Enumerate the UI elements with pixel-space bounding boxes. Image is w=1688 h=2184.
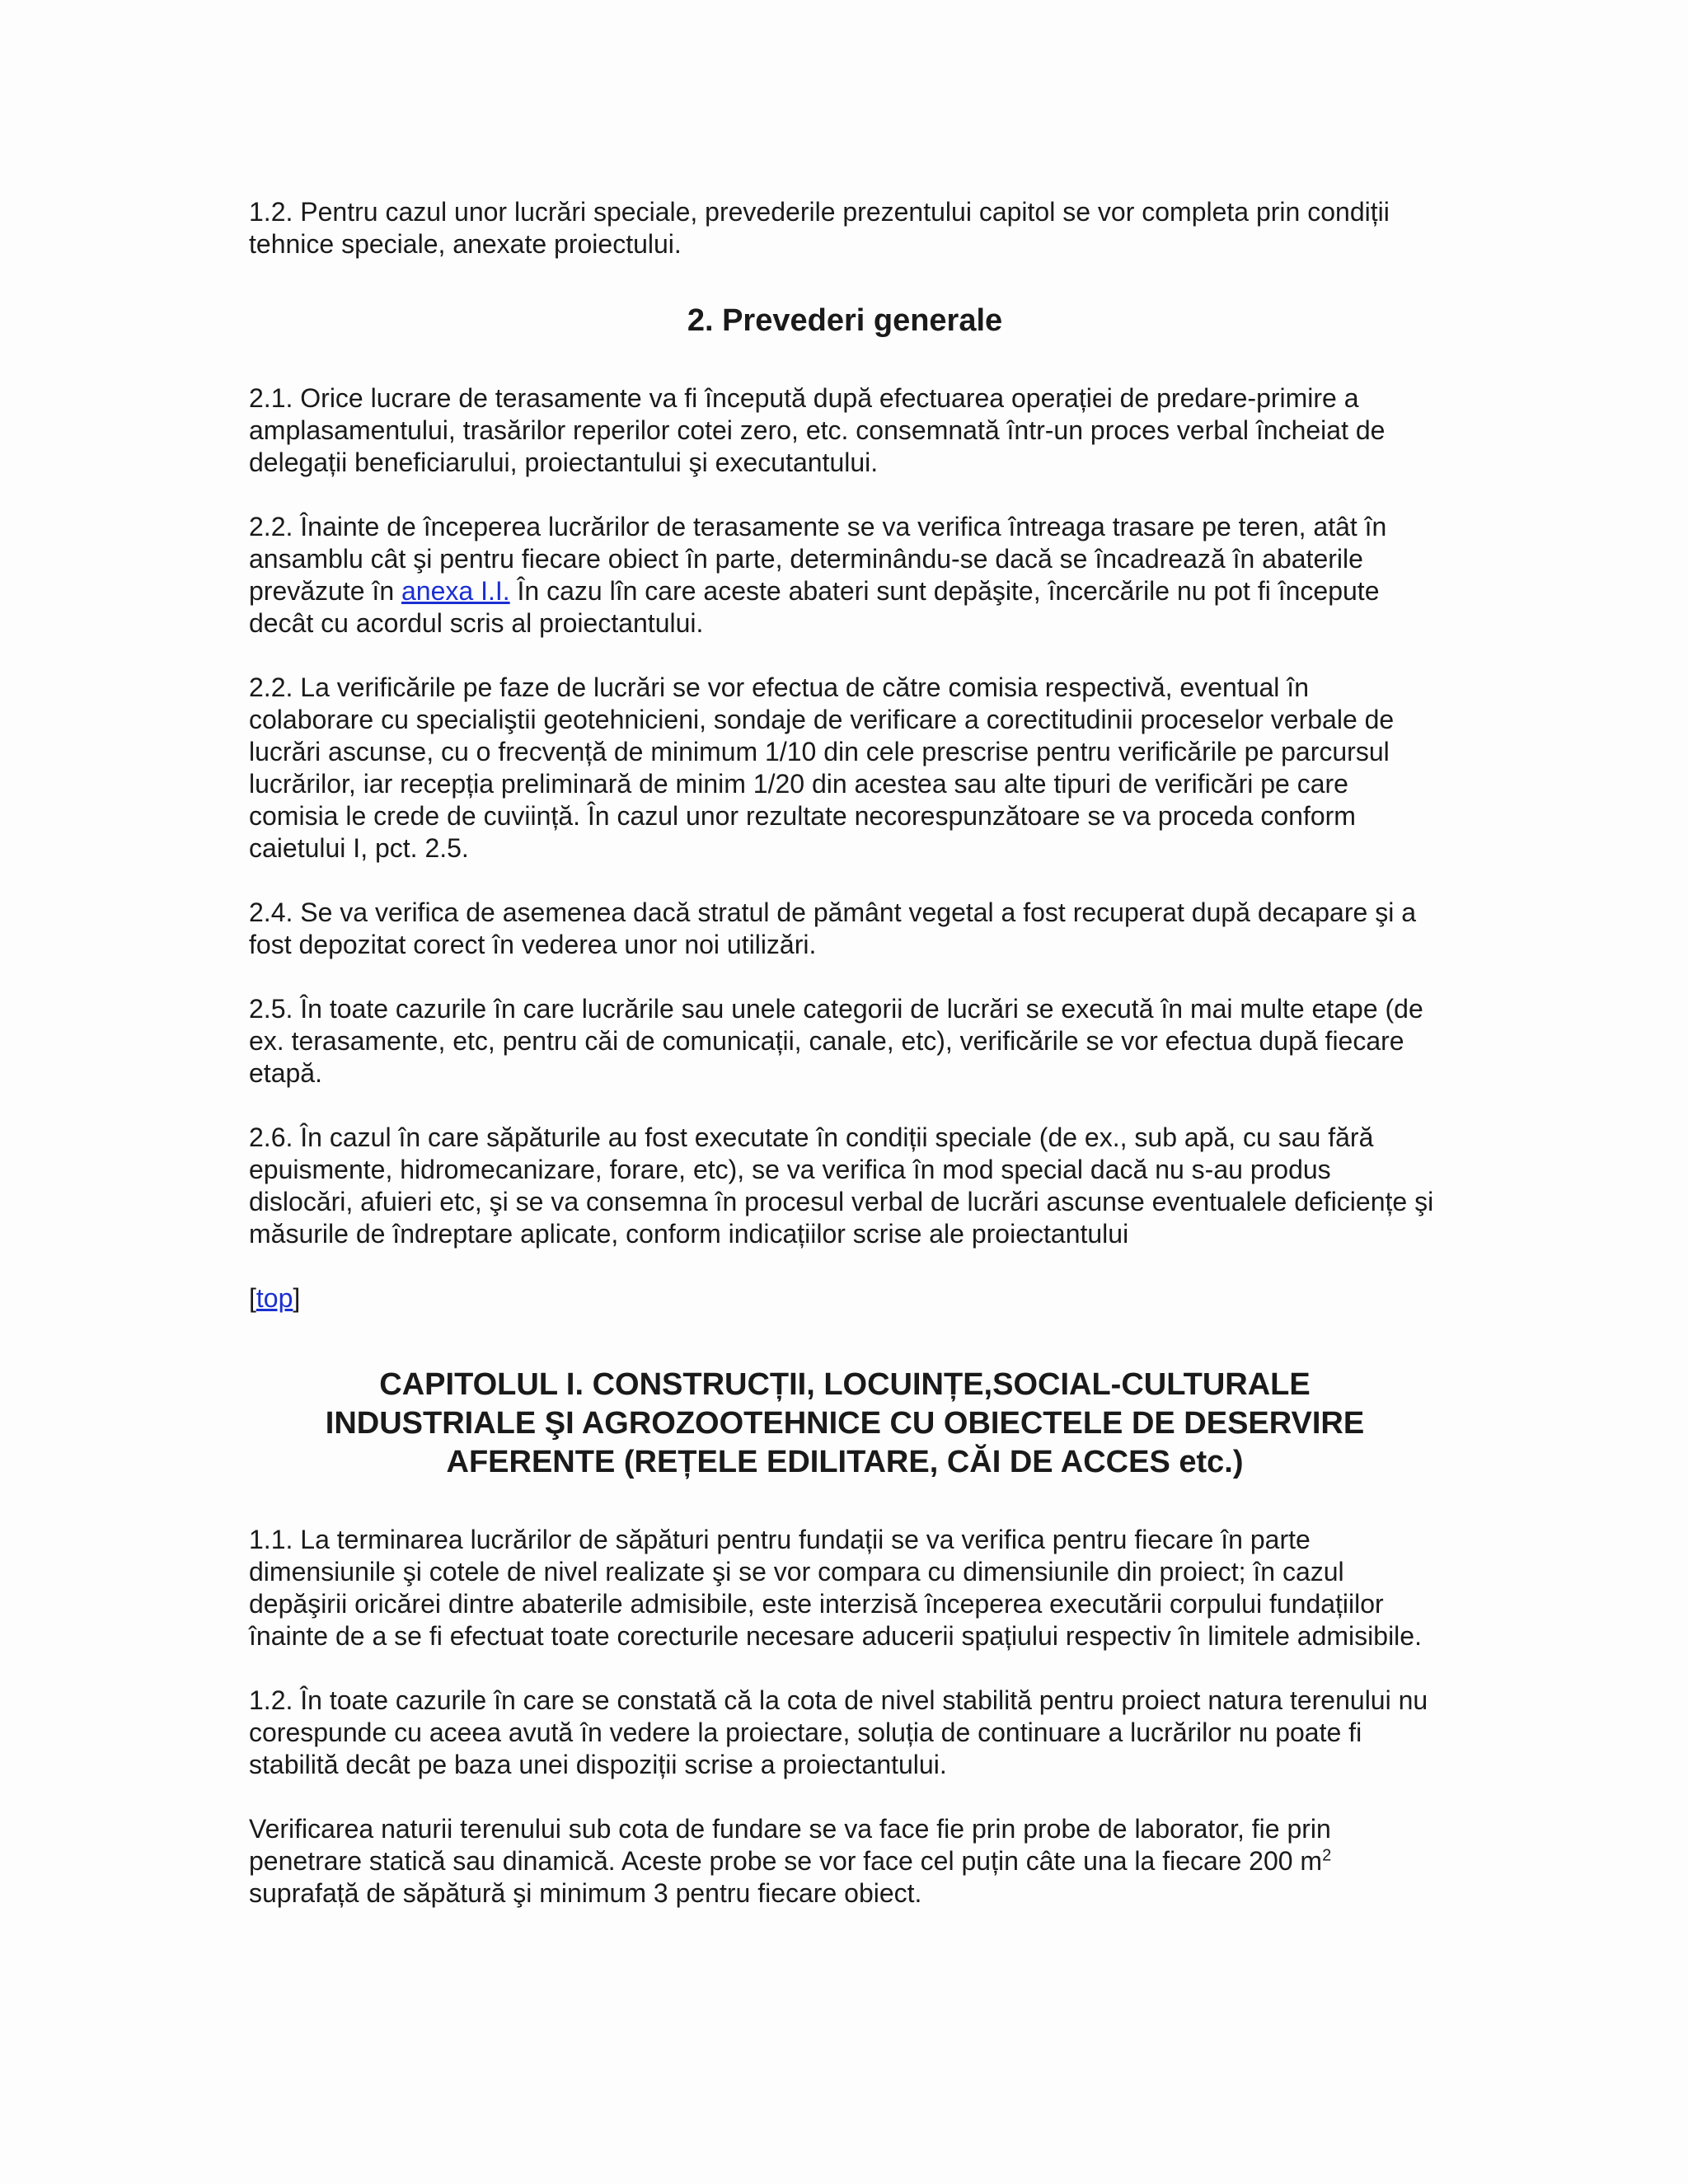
top-link[interactable]: top <box>256 1283 293 1313</box>
paragraph-2-2-text-after: În cazu lîn care aceste abateri sunt depăşite, încercările nu pot fi începute decât cu acordul scris al proiectantului. <box>249 576 1380 638</box>
paragraph-2-6: 2.6. În cazul în care săpăturile au fost executate în condiții speciale (de ex., sub apă, cu sau fără epuismente, hidromecanizare, forare, etc), se va verifica în mod special dacă nu s-au produs dislocări, afuieri etc, şi se va consemna în procesul verbal de lucrări ascunse eventualele deficiențe şi măsurile de îndreptare aplicate, conform indicațiilor scrise ale proiectantului <box>249 1122 1434 1249</box>
paragraph-2-5: 2.5. În toate cazurile în care lucrările sau unele categorii de lucrări se execută în mai multe etape (de ex. terasamente, etc, pentru căi de comunicații, canale, etc), verificările se vor efectua după fiecare etapă. <box>249 994 1423 1088</box>
paragraph-1-2-chapter: 1.2. În toate cazurile în care se constată că la cota de nivel stabilită pentru proiect natura terenului nu corespunde cu aceea avută în vedere la proiectare, soluția de continuare a lucrărilor nu poate fi stabilită decât pe baza unei dispoziții scrise a proiectantului. <box>249 1685 1428 1779</box>
top-link-row: [top] <box>249 1283 301 1313</box>
paragraph-1-1-chapter: 1.1. La terminarea lucrărilor de săpături pentru fundații se va verifica pentru fiecare în parte dimensiunile şi cotele de nivel realizate şi se vor compara cu dimensiunile din proiect; în cazul depăşirii oricărei dintre abaterile admisibile, este interzisă începerea executării corpului fundațiilor înainte de a se fi efectuat toate corecturile necesare aducerii spațiului respectiv în limitele admisibile. <box>249 1525 1422 1651</box>
paragraph-verificarea-terenului <box>249 1813 1441 1910</box>
chapter-title <box>249 1366 1441 1482</box>
paragraph-2-2-verificari: 2.2. La verificările pe faze de lucrări se vor efectua de către comisia respectivă, eventual în colaborare cu specialiştii geotehnicieni, sondaje de verificare a corectitudinii proceselor verbale de lucrări ascunse, cu o frecvență de minimum 1/10 din cele prescrise pentru verificările pe parcursul lucrărilor, iar recepția preliminară de minim 1/20 din acestea sau alte tipuri de verificări pe care comisia le crede de cuviință. În cazul unor rezultate necorespunzătoare se va proceda conform caietului I, pct. 2.5. <box>249 673 1395 863</box>
verificare-text-after: suprafață de săpătură şi minimum 3 pentru fiecare obiect. <box>249 1878 922 1908</box>
superscript-2: 2 <box>1322 1846 1332 1865</box>
paragraph-2-2-text-before: 2.2. Înainte de începerea lucrărilor de terasamente se va verifica întreaga trasare pe teren, atât în ansamblu cât şi pentru fiecare obiect în parte, determinându-se dacă se încadrează în abaterile prevăzute în <box>249 512 1387 606</box>
chapter-title-line-2: INDUSTRIALE ŞI AGROZOOTEHNICE CU OBIECTELE DE DESERVIRE <box>325 1406 1365 1441</box>
paragraph-2-1: 2.1. Orice lucrare de terasamente va fi începută după efectuarea operației de predare-primire a amplasamentului, trasărilor reperilor cotei zero, etc. consemnată într-un proces verbal încheiat de delegații beneficiarului, proiectantului şi executantului. <box>249 383 1386 477</box>
chapter-title-line-1: CAPITOLUL I. CONSTRUCȚII, LOCUINȚE,SOCIAL-CULTURALE <box>379 1367 1311 1402</box>
paragraph-2-2-trasare <box>249 511 1441 640</box>
paragraph-2-4: 2.4. Se va verifica de asemenea dacă stratul de pământ vegetal a fost recuperat după decapare şi a fost depozitat corect în vederea unor noi utilizări. <box>249 898 1416 959</box>
chapter-title-line-3: AFERENTE (REȚELE EDILITARE, CĂI DE ACCES etc.) <box>446 1445 1244 1479</box>
section-heading-prevederi-generale: 2. Prevederi generale <box>687 303 1003 338</box>
verificare-text-before: Verificarea naturii terenului sub cota de fundare se va face fie prin probe de laborator, fie prin penetrare statică sau dinamică. Aceste probe se vor face cel puțin câte una la fiecare 200 m <box>249 1814 1331 1876</box>
anexa-link[interactable]: anexa I.I. <box>401 576 510 606</box>
paragraph-1-2-intro: 1.2. Pentru cazul unor lucrări speciale, prevederile prezentului capitol se vor completa prin condiții tehnice speciale, anexate proiectului. <box>249 197 1390 259</box>
